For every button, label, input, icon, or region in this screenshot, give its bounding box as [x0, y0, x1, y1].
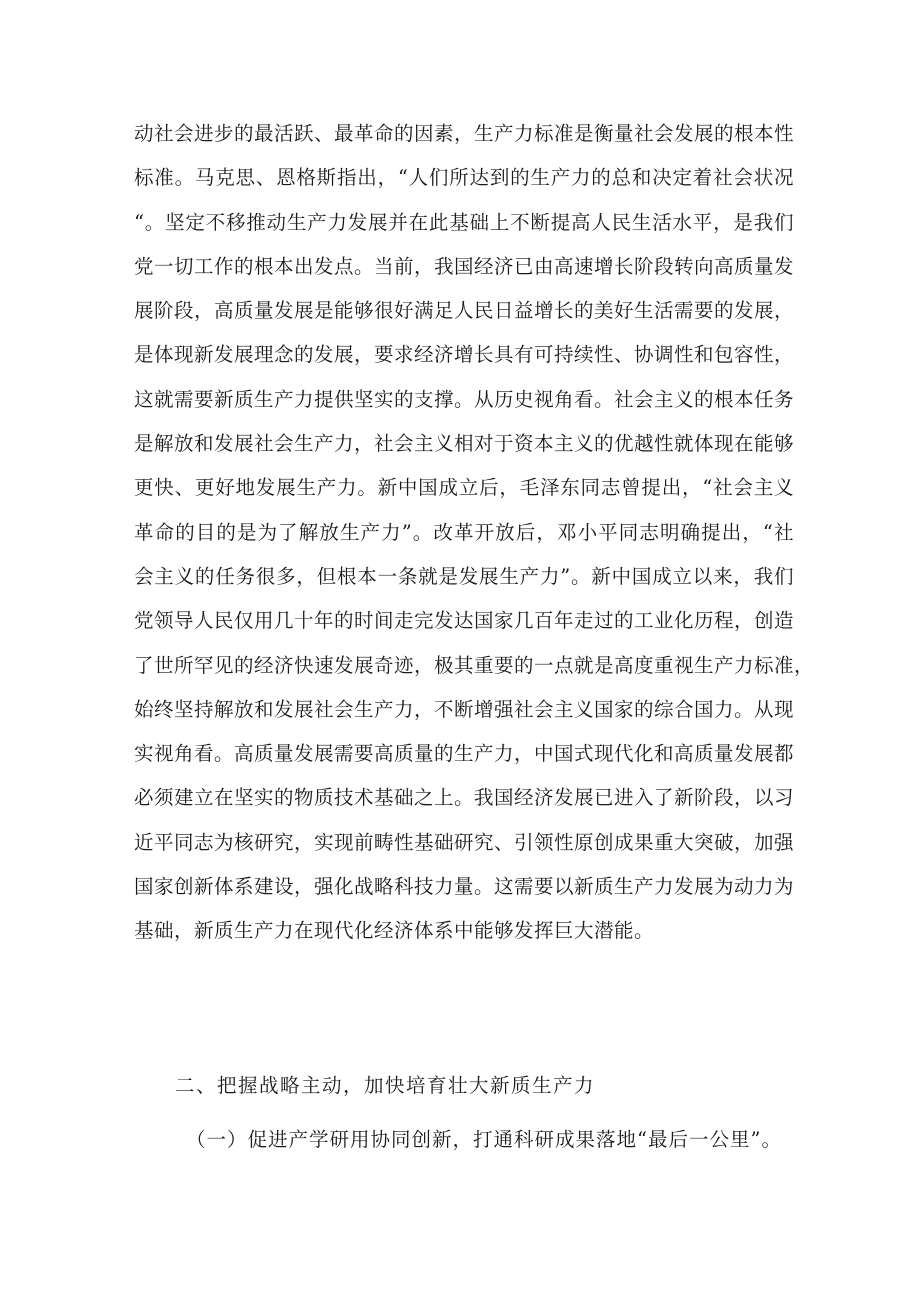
paragraph-line: 是体现新发展理念的发展，要求经济增长具有可持续性、协调性和包容性，	[134, 343, 795, 367]
paragraph-line: 会主义的任务很多，但根本一条就是发展生产力”。新中国成立以来，我们	[134, 564, 794, 588]
paragraph-line: 了世所罕见的经济快速发展奇迹，极其重要的一点就是高度重视生产力标准，	[134, 653, 815, 677]
subsection-heading: （一）促进产学研用协同创新，打通科研成果落地“最后一公里”。	[186, 1128, 782, 1151]
paragraph-line: 近平同志为核研究，实现前畴性基础研究、引领性原创成果重大突破，加强	[134, 830, 795, 854]
paragraph-line: 这就需要新质生产力提供坚实的支撑。从历史视角看。社会主义的根本任务	[134, 387, 795, 411]
paragraph-line: “。坚定不移推动生产力发展并在此基础上不断提高人民生活水平，是我们	[134, 210, 794, 234]
paragraph-line: 更快、更好地发展生产力。新中国成立后，毛泽东同志曾提出，“社会主义	[134, 476, 794, 500]
paragraph-line: 必须建立在坚实的物质技术基础之上。我国经济发展已进入了新阶段，以习	[134, 786, 795, 810]
paragraph-line: 展阶段，高质量发展是能够很好满足人民日益增长的美好生活需要的发展，	[134, 299, 795, 323]
section-heading: 二、把握战略主动，加快培育壮大新质生产力	[175, 1074, 596, 1097]
paragraph-line: 党领导人民仅用几十年的时间走完发达国家几百年走过的工业化历程，创造	[134, 609, 795, 633]
paragraph-line: 国家创新体系建设，强化战略科技力量。这需要以新质生产力发展为动力为	[134, 875, 795, 899]
paragraph-line: 是解放和发展社会生产力，社会主义相对于资本主义的优越性就体现在能够	[134, 432, 795, 456]
paragraph-line: 革命的目的是为了解放生产力”。改革开放后，邓小平同志明确提出，“社	[134, 520, 794, 544]
paragraph-line: 党一切工作的根本出发点。当前，我国经济已由高速增长阶段转向高质量发	[134, 254, 795, 278]
paragraph-line: 基础，新质生产力在现代化经济体系中能够发挥巨大潜能。	[134, 919, 655, 943]
paragraph-line: 标准。马克思、恩格斯指出，“人们所达到的生产力的总和决定着社会状况	[134, 166, 794, 190]
body-paragraph	[134, 112, 815, 954]
paragraph-line: 始终坚持解放和发展社会生产力，不断增强社会主义国家的综合国力。从现	[134, 697, 795, 721]
paragraph-line: 实视角看。高质量发展需要高质量的生产力，中国式现代化和高质量发展都	[134, 742, 795, 766]
paragraph-line: 动社会进步的最活跃、最革命的因素，生产力标准是衡量社会发展的根本性	[134, 122, 795, 145]
